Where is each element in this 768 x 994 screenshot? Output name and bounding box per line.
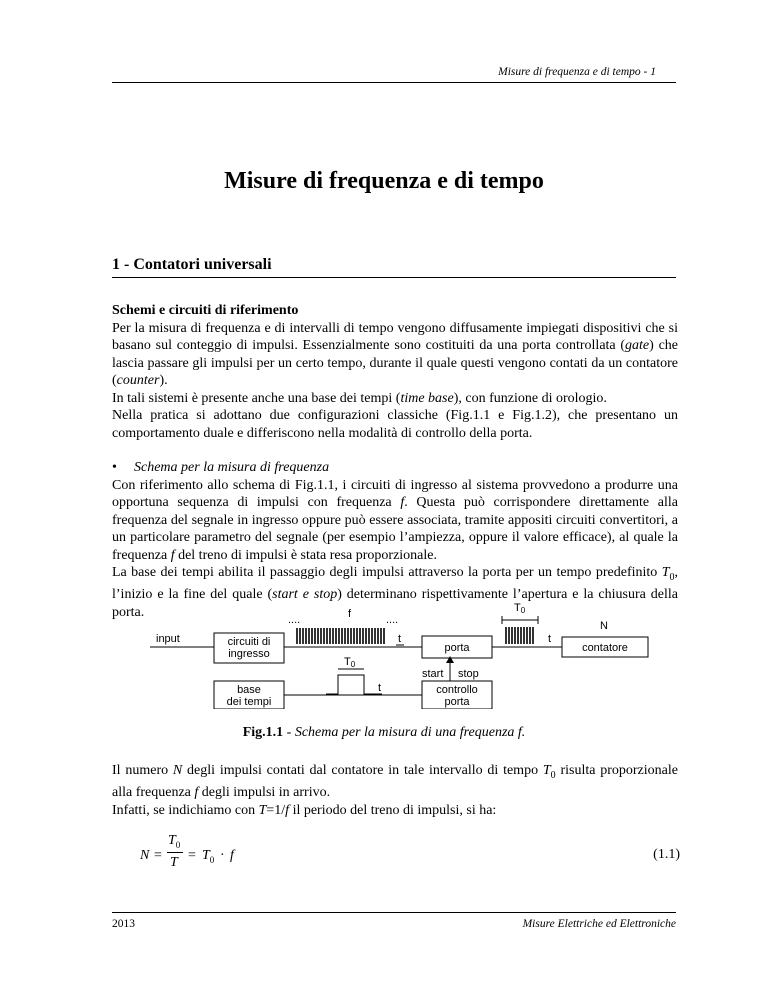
intro-paragraph-2: In tali sistemi è presente anche una base dei tempi (time base), con funzione di orologio.	[112, 390, 607, 406]
pulse-train-gated	[506, 627, 533, 644]
header-rule	[112, 82, 676, 83]
label-base-2: dei tempi	[226, 696, 272, 708]
gate-pulse	[326, 675, 382, 694]
label-input: input	[156, 633, 180, 645]
subheading: Schemi e circuiti di riferimento	[112, 303, 299, 318]
label-T0-gate: T0	[344, 656, 356, 669]
dots-left: ....	[288, 614, 301, 626]
figure-caption: Fig.1.1 - Schema per la misura di una frequenza f.	[242, 725, 526, 740]
block-diagram	[150, 597, 660, 709]
pulse-train-input	[297, 628, 384, 644]
intro-paragraph-3: Nella pratica si adottano due configurazioni classiche (Fig.1.1 e Fig.1.2), che presentano un comportamento duale e differiscono nella modalità di controllo della porta.	[112, 408, 678, 441]
bullet-item: • Schema per la misura di frequenza	[112, 460, 330, 475]
after-paragraph-1: Il numero N degli impulsi contati dal contatore in tale intervallo di tempo $T_0$ risulta proporzionale alla frequenza f degli impulsi in arrivo.	[112, 763, 678, 801]
freq-paragraph-1: Con riferimento allo schema di Fig.1.1, i circuiti di ingresso al sistema provvedono a produrre una opportuna sequenza di impulsi con frequenza f. Questa può corrispondere direttamente alla frequenza del segnale in ingresso oppure può essere associata, tramite appositi circuiti convertitori, a un particolare parametro del segnale (per esempio l’ampiezza, oppure il valore efficace), al quale la frequenza f del treno di impulsi è stata resa proporzionale.	[112, 477, 679, 563]
footer-rule	[112, 912, 676, 913]
intro-paragraph-1: Per la misura di frequenza e di intervalli di tempo vengono diffusamente impiegati dispositivi che si basano sul conteggio di impulsi. Essenzialmente sono costituiti da una porta controllata (gate) che lascia passare gli impulsi per un certo tempo, durante il quale questi vengono contati da un contatore (counter).	[112, 320, 678, 388]
footer-course: Misure Elettriche ed Elettroniche	[522, 918, 676, 930]
page-title: Misure di frequenza e di tempo	[224, 168, 544, 194]
equation-number: (1.1)	[653, 847, 680, 862]
body-text-2	[112, 762, 678, 819]
label-T0-top: T0	[514, 602, 526, 615]
dots-right: ....	[386, 614, 399, 626]
body-text	[112, 302, 678, 621]
section-heading: 1 - Contatori universali	[112, 256, 272, 273]
label-circuiti-1: circuiti di	[227, 636, 271, 648]
label-controllo-1: controllo	[436, 684, 478, 696]
label-f: f	[348, 608, 352, 620]
label-N: N	[600, 620, 608, 632]
label-circuiti-2: ingresso	[228, 648, 270, 660]
label-controllo-2: porta	[444, 696, 470, 708]
label-base-1: base	[237, 684, 261, 696]
footer-year: 2013	[112, 918, 135, 930]
label-porta: porta	[444, 642, 470, 654]
label-t-2: t	[548, 633, 552, 645]
bullet-icon: •	[112, 460, 117, 475]
equation-1-1: N = $T_0$ T = $T_0$ · f (1.1)	[140, 833, 680, 870]
label-contatore: contatore	[582, 642, 628, 654]
section-rule	[112, 277, 676, 278]
after-paragraph-2: Infatti, se indichiamo con T=1/f il periodo del treno di impulsi, si ha:	[112, 802, 497, 818]
freq-paragraph-2: La base dei tempi abilita il passaggio degli impulsi attraverso la porta per un tempo predefinito $T_0$, l’inizio e la fine del quale (start e stop) determinano rispettivamente l’apertura e la chiusura della porta.	[112, 565, 678, 620]
control-arrow-head	[446, 656, 454, 663]
label-start: start	[422, 668, 444, 680]
running-header: Misure di frequenza e di tempo - 1	[498, 66, 656, 78]
label-t-1: t	[398, 633, 402, 645]
label-stop: stop	[458, 668, 479, 680]
label-t-3: t	[378, 682, 382, 694]
